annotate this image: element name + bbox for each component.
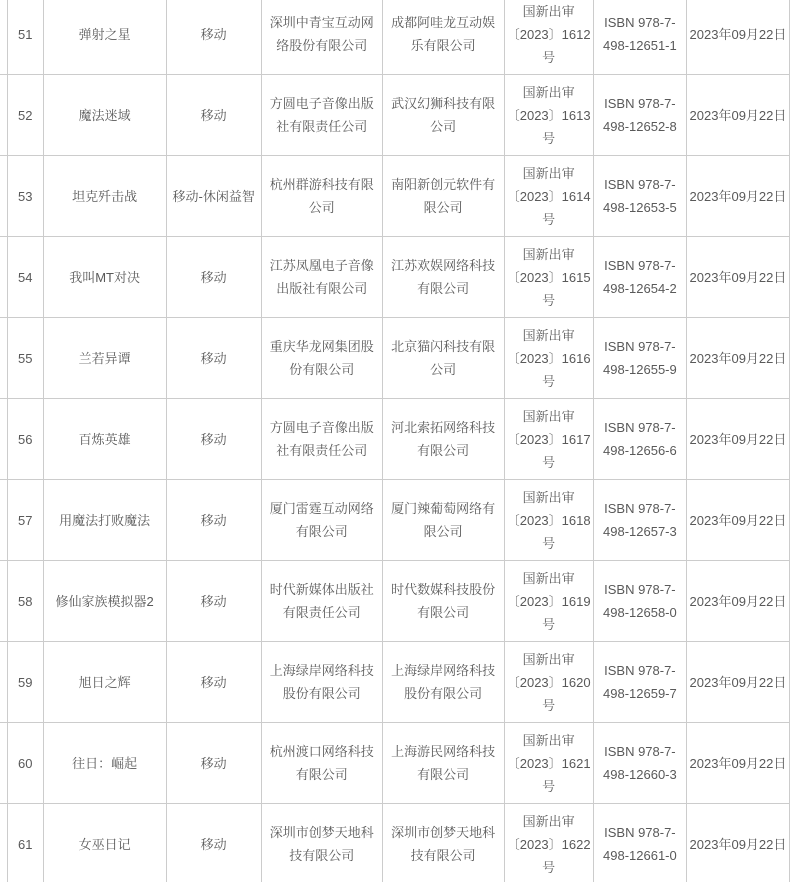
- cell-platform: 移动: [166, 723, 261, 804]
- cell-operator: 上海绿岸网络科技股份有限公司: [382, 642, 504, 723]
- cell-isbn-line: 498-12654-2: [603, 281, 677, 296]
- cell-isbn-line: ISBN 978-7-: [604, 177, 676, 192]
- cell-operator: 北京猫闪科技有限公司: [382, 318, 504, 399]
- cell-approval-number-line: 国新出审: [522, 165, 575, 181]
- cell-operator: 厦门辣葡萄网络有限公司: [382, 480, 504, 561]
- cell-approval-number-line: 号: [542, 211, 556, 227]
- table-row: [0, 723, 790, 804]
- cell-publisher: 方圆电子音像出版社有限责任公司: [261, 399, 382, 480]
- cell-approval-number-line: 国新出审: [522, 3, 575, 19]
- cell-seq: 61: [7, 804, 43, 882]
- cell-edge: [0, 237, 7, 318]
- cell-seq: 60: [7, 723, 43, 804]
- cell-platform: 移动: [166, 0, 261, 75]
- cell-operator: 时代数媒科技股份有限公司: [382, 561, 504, 642]
- cell-approval-number: [504, 723, 593, 804]
- cell-date: 2023年09月22日: [686, 156, 789, 237]
- table-row: [0, 480, 790, 561]
- cell-approval-number-line: 号: [542, 49, 556, 65]
- cell-game-name: 旭日之辉: [43, 642, 166, 723]
- cell-approval-number-line: 国新出审: [522, 489, 575, 505]
- cell-platform: 移动: [166, 561, 261, 642]
- cell-approval-number-line: 国新出审: [522, 246, 575, 262]
- cell-game-name: 女巫日记: [43, 804, 166, 882]
- cell-approval-number-line: 〔2023〕1618: [506, 512, 591, 528]
- cell-date: 2023年09月22日: [686, 804, 789, 882]
- cell-platform: 移动: [166, 642, 261, 723]
- cell-isbn-line: 498-12659-7: [603, 686, 677, 701]
- cell-isbn-line: 498-12661-0: [603, 848, 677, 863]
- cell-edge: [0, 156, 7, 237]
- table-row: [0, 804, 790, 882]
- cell-approval-number-line: 国新出审: [522, 84, 575, 100]
- cell-date: 2023年09月22日: [686, 237, 789, 318]
- cell-seq: 55: [7, 318, 43, 399]
- cell-approval-number: [504, 642, 593, 723]
- cell-publisher: 时代新媒体出版社有限责任公司: [261, 561, 382, 642]
- cell-edge: [0, 804, 7, 882]
- cell-operator: 河北索拓网络科技有限公司: [382, 399, 504, 480]
- cell-platform: 移动: [166, 480, 261, 561]
- cell-approval-number: [504, 318, 593, 399]
- cell-isbn-line: 498-12653-5: [603, 200, 677, 215]
- cell-game-name: 往日：崛起: [43, 723, 166, 804]
- cell-platform: 移动: [166, 399, 261, 480]
- cell-approval-number-line: 国新出审: [522, 570, 575, 586]
- cell-isbn-line: 498-12656-6: [603, 443, 677, 458]
- cell-operator: 南阳新创元软件有限公司: [382, 156, 504, 237]
- cell-game-name: 弹射之星: [43, 0, 166, 75]
- cell-isbn-line: 498-12658-0: [603, 605, 677, 620]
- cell-approval-number-line: 国新出审: [522, 408, 575, 424]
- cell-isbn: [593, 0, 686, 75]
- cell-publisher: 上海绿岸网络科技股份有限公司: [261, 642, 382, 723]
- cell-publisher: 重庆华龙网集团股份有限公司: [261, 318, 382, 399]
- cell-isbn-line: ISBN 978-7-: [604, 582, 676, 597]
- cell-isbn-line: ISBN 978-7-: [604, 15, 676, 30]
- cell-edge: [0, 642, 7, 723]
- cell-approval-number-line: 〔2023〕1619: [506, 593, 591, 609]
- cell-date: 2023年09月22日: [686, 75, 789, 156]
- cell-platform: 移动: [166, 237, 261, 318]
- table-row: [0, 75, 790, 156]
- cell-approval-number-line: 国新出审: [522, 732, 575, 748]
- cell-isbn-line: 498-12655-9: [603, 362, 677, 377]
- cell-edge: [0, 561, 7, 642]
- cell-approval-number-line: 号: [542, 859, 556, 875]
- cell-game-name: 修仙家族模拟器2: [43, 561, 166, 642]
- cell-game-name: 坦克歼击战: [43, 156, 166, 237]
- cell-date: 2023年09月22日: [686, 561, 789, 642]
- table-row: [0, 237, 790, 318]
- cell-approval-number: [504, 804, 593, 882]
- cell-platform: 移动-休闲益智: [166, 156, 261, 237]
- cell-game-name: 我叫MT对决: [43, 237, 166, 318]
- table-row: [0, 0, 790, 75]
- cell-edge: [0, 723, 7, 804]
- cell-approval-number-line: 国新出审: [522, 651, 575, 667]
- cell-date: 2023年09月22日: [686, 399, 789, 480]
- table-row: [0, 156, 790, 237]
- cell-seq: 59: [7, 642, 43, 723]
- cell-isbn-line: 498-12651-1: [603, 38, 677, 53]
- cell-approval-number: [504, 399, 593, 480]
- cell-approval-number-line: 〔2023〕1615: [506, 269, 591, 285]
- cell-publisher: 深圳市创梦天地科技有限公司: [261, 804, 382, 882]
- cell-approval-number-line: 〔2023〕1621: [506, 755, 591, 771]
- cell-isbn-line: ISBN 978-7-: [604, 339, 676, 354]
- cell-isbn: [593, 642, 686, 723]
- cell-approval-number: [504, 237, 593, 318]
- cell-operator: 上海游民网络科技有限公司: [382, 723, 504, 804]
- cell-operator: 江苏欢娱网络科技有限公司: [382, 237, 504, 318]
- cell-isbn: [593, 318, 686, 399]
- cell-operator: 武汉幻狮科技有限公司: [382, 75, 504, 156]
- table-row: [0, 561, 790, 642]
- cell-seq: 54: [7, 237, 43, 318]
- cell-platform: 移动: [166, 75, 261, 156]
- cell-date: 2023年09月22日: [686, 642, 789, 723]
- cell-isbn: [593, 156, 686, 237]
- cell-approval-number-line: 号: [542, 292, 556, 308]
- cell-seq: 51: [7, 0, 43, 75]
- cell-isbn-line: ISBN 978-7-: [604, 501, 676, 516]
- cell-approval-number-line: 号: [542, 697, 556, 713]
- cell-approval-number-line: 号: [542, 535, 556, 551]
- cell-approval-number-line: 国新出审: [522, 813, 575, 829]
- cell-approval-number-line: 号: [542, 130, 556, 146]
- cell-platform: 移动: [166, 804, 261, 882]
- cell-publisher: 杭州渡口网络科技有限公司: [261, 723, 382, 804]
- cell-seq: 52: [7, 75, 43, 156]
- cell-seq: 58: [7, 561, 43, 642]
- cell-isbn: [593, 399, 686, 480]
- cell-approval-number-line: 号: [542, 778, 556, 794]
- cell-isbn: [593, 561, 686, 642]
- cell-publisher: 深圳中青宝互动网络股份有限公司: [261, 0, 382, 75]
- table-row: [0, 642, 790, 723]
- table-row: [0, 399, 790, 480]
- cell-isbn-line: 498-12660-3: [603, 767, 677, 782]
- cell-edge: [0, 75, 7, 156]
- cell-isbn-line: ISBN 978-7-: [604, 258, 676, 273]
- cell-isbn: [593, 804, 686, 882]
- cell-isbn: [593, 75, 686, 156]
- cell-isbn-line: ISBN 978-7-: [604, 744, 676, 759]
- cell-date: 2023年09月22日: [686, 723, 789, 804]
- cell-approval-number-line: 〔2023〕1616: [506, 350, 591, 366]
- cell-approval-number: [504, 561, 593, 642]
- cell-seq: 56: [7, 399, 43, 480]
- cell-publisher: 杭州群游科技有限公司: [261, 156, 382, 237]
- cell-publisher: 方圆电子音像出版社有限责任公司: [261, 75, 382, 156]
- cell-approval-number-line: 〔2023〕1622: [506, 836, 591, 852]
- cell-approval-number-line: 〔2023〕1620: [506, 674, 591, 690]
- cell-approval-number-line: 〔2023〕1612: [506, 26, 591, 42]
- cell-approval-number-line: 国新出审: [522, 327, 575, 343]
- cell-publisher: 厦门雷霆互动网络有限公司: [261, 480, 382, 561]
- cell-approval-number-line: 〔2023〕1613: [506, 107, 591, 123]
- cell-isbn-line: ISBN 978-7-: [604, 96, 676, 111]
- cell-platform: 移动: [166, 318, 261, 399]
- cell-approval-number-line: 号: [542, 373, 556, 389]
- cell-seq: 57: [7, 480, 43, 561]
- cell-isbn: [593, 480, 686, 561]
- cell-approval-number: [504, 480, 593, 561]
- cell-isbn-line: ISBN 978-7-: [604, 420, 676, 435]
- cell-isbn-line: 498-12652-8: [603, 119, 677, 134]
- cell-approval-number: [504, 75, 593, 156]
- cell-operator: 成都阿哇龙互动娱乐有限公司: [382, 0, 504, 75]
- cell-approval-number: [504, 0, 593, 75]
- table-row: [0, 318, 790, 399]
- cell-date: 2023年09月22日: [686, 0, 789, 75]
- cell-date: 2023年09月22日: [686, 318, 789, 399]
- cell-isbn-line: 498-12657-3: [603, 524, 677, 539]
- cell-isbn-line: ISBN 978-7-: [604, 825, 676, 840]
- cell-edge: [0, 399, 7, 480]
- cell-game-name: 用魔法打败魔法: [43, 480, 166, 561]
- cell-approval-number: [504, 156, 593, 237]
- cell-publisher: 江苏凤凰电子音像出版社有限公司: [261, 237, 382, 318]
- cell-edge: [0, 0, 7, 75]
- cell-edge: [0, 480, 7, 561]
- cell-approval-number-line: 号: [542, 454, 556, 470]
- cell-seq: 53: [7, 156, 43, 237]
- cell-approval-number-line: 号: [542, 616, 556, 632]
- cell-operator: 深圳市创梦天地科技有限公司: [382, 804, 504, 882]
- cell-approval-number-line: 〔2023〕1617: [506, 431, 591, 447]
- cell-isbn: [593, 237, 686, 318]
- cell-game-name: 百炼英雄: [43, 399, 166, 480]
- cell-isbn: [593, 723, 686, 804]
- cell-game-name: 魔法迷域: [43, 75, 166, 156]
- cell-game-name: 兰若异谭: [43, 318, 166, 399]
- cell-edge: [0, 318, 7, 399]
- cell-date: 2023年09月22日: [686, 480, 789, 561]
- cell-approval-number-line: 〔2023〕1614: [506, 188, 591, 204]
- cell-isbn-line: ISBN 978-7-: [604, 663, 676, 678]
